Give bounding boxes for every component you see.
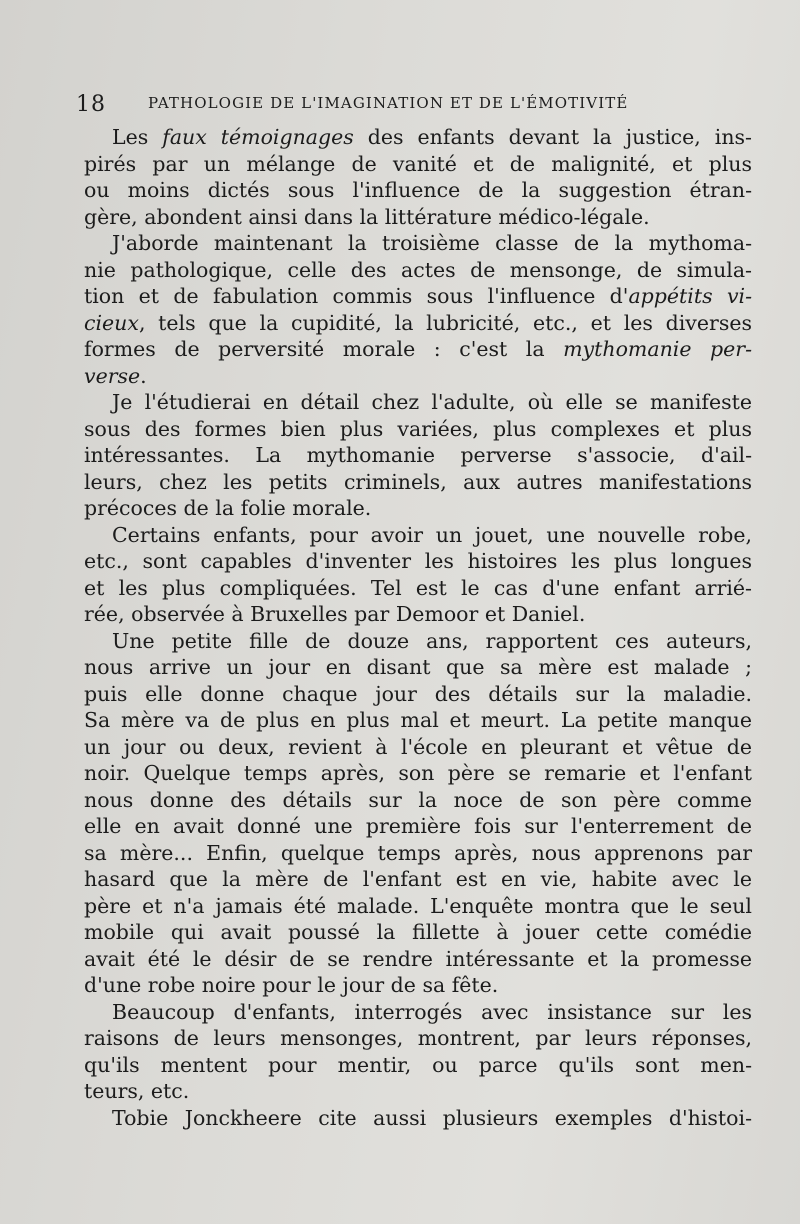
text-line (84, 336, 752, 363)
text-segment: raisons de leurs mensonges, montrent, par leurs réponses, (84, 1026, 752, 1050)
text-segment: Tobie Jonckheere cite aussi plusieurs exemples d'histoi- (112, 1105, 752, 1130)
text-line (84, 1105, 752, 1132)
text-line (84, 1052, 752, 1079)
text-line (84, 389, 752, 416)
text-line (84, 601, 752, 628)
italic-text: verse (84, 363, 141, 388)
text-segment: formes de perversité morale : c'est la (84, 337, 564, 361)
text-line (84, 257, 752, 284)
text-line (84, 575, 752, 602)
text-segment: et les plus compliquées. Tel est le cas d'une enfant arrié- (84, 575, 752, 600)
text-line (84, 946, 752, 973)
text-line (84, 734, 752, 761)
italic-text: mythomanie per- (563, 337, 752, 361)
text-line (84, 177, 752, 204)
text-line (84, 787, 752, 814)
text-segment: nous donne des détails sur la noce de son père comme (84, 787, 752, 812)
text-segment: Sa mère va de plus en plus mal et meurt. La petite manque (84, 708, 752, 732)
text-segment: pirés par un mélange de vanité et de malignité, et plus (84, 151, 752, 176)
text-segment: Beaucoup d'enfants, interrogés avec insistance sur les (112, 999, 752, 1024)
text-line (84, 893, 752, 920)
running-title: PATHOLOGIE DE L'IMAGINATION ET DE L'ÉMOTIVITÉ (148, 94, 629, 112)
text-segment: J'aborde maintenant la troisième classe de la mythoma- (112, 231, 752, 255)
paragraph (84, 230, 752, 389)
text-segment: nous arrive un jour en disant que sa mère est malade ; (84, 655, 752, 679)
text-line (84, 1025, 752, 1052)
text-line (84, 654, 752, 681)
text-segment: Une petite fille de douze ans, rapportent ces auteurs, (112, 628, 752, 653)
text-line (84, 416, 752, 443)
text-segment: rée, observée à Bruxelles par Demoor et Daniel. (84, 602, 586, 626)
text-segment: sa mère... Enfin, quelque temps après, nous apprenons par (84, 840, 752, 865)
text-segment: un jour ou deux, revient à l'école en pleurant et vêtue de (84, 734, 752, 759)
text-segment: mobile qui avait poussé la fillette à jouer cette comédie (84, 920, 752, 944)
paragraph (84, 628, 752, 999)
text-segment: etc., sont capables d'inventer les histoires les plus longues (84, 549, 752, 573)
italic-text: cieux (84, 310, 139, 335)
text-segment: Certains enfants, pour avoir un jouet, une nouvelle robe, (112, 522, 752, 547)
text-line (84, 628, 752, 655)
text-line (84, 548, 752, 575)
text-line (84, 813, 752, 840)
running-head (76, 88, 756, 122)
text-segment: père et n'a jamais été malade. L'enquête montra que le seul (84, 893, 752, 918)
text-segment: Les (112, 125, 163, 149)
text-segment: leurs, chez les petits criminels, aux autres manifestations (84, 469, 752, 494)
paragraph (84, 124, 752, 230)
text-segment: puis elle donne chaque jour des détails sur la maladie. (84, 681, 752, 706)
text-line (84, 230, 752, 257)
text-segment: . (140, 363, 147, 388)
text-segment: nie pathologique, celle des actes de mensonge, de simula- (84, 257, 752, 282)
text-line (84, 840, 752, 867)
text-line (84, 495, 752, 522)
text-line (84, 363, 752, 390)
text-line (84, 124, 752, 151)
text-line (84, 760, 752, 787)
text-segment: précoces de la folie morale. (84, 496, 372, 520)
text-segment: noir. Quelque temps après, son père se remarie et l'enfant (84, 761, 752, 785)
text-segment: sous des formes bien plus variées, plus complexes et plus (84, 416, 752, 441)
text-line (84, 283, 752, 310)
paragraph (84, 999, 752, 1105)
text-line (84, 469, 752, 496)
text-segment: gère, abondent ainsi dans la littérature médico-légale. (84, 204, 650, 229)
text-line (84, 442, 752, 469)
text-segment: qu'ils mentent pour mentir, ou parce qu'ils sont men- (84, 1052, 752, 1077)
text-line (84, 1078, 752, 1105)
text-line (84, 999, 752, 1026)
text-segment: intéressantes. La mythomanie perverse s'associe, d'ail- (84, 443, 752, 467)
text-line (84, 972, 752, 999)
text-line (84, 204, 752, 231)
text-line (84, 681, 752, 708)
text-segment: d'une robe noire pour le jour de sa fête. (84, 973, 499, 997)
italic-text: appétits vi- (628, 284, 753, 308)
paragraph (84, 389, 752, 522)
text-segment: hasard que la mère de l'enfant est en vie, habite avec le (84, 867, 752, 891)
text-line (84, 310, 752, 337)
text-segment: des enfants devant la justice, ins- (353, 125, 752, 149)
paragraph (84, 522, 752, 628)
page-number: 18 (76, 92, 106, 117)
italic-text: faux témoignages (162, 125, 354, 149)
text-segment: Je l'étudierai en détail chez l'adulte, où elle se manifeste (112, 390, 752, 414)
text-segment: elle en avait donné une première fois sur l'enterrement de (84, 814, 752, 838)
text-segment: teurs, etc. (84, 1079, 190, 1103)
text-segment: tion et de fabulation commis sous l'influence d' (84, 284, 629, 308)
text-segment: , tels que la cupidité, la lubricité, etc., et les diverses (138, 310, 752, 335)
text-segment: avait été le désir de se rendre intéressante et la promesse (84, 946, 752, 971)
text-body (84, 124, 752, 1131)
text-line (84, 866, 752, 893)
text-line (84, 522, 752, 549)
text-line (84, 151, 752, 178)
paragraph (84, 1105, 752, 1132)
text-segment: ou moins dictés sous l'influence de la suggestion étran- (84, 178, 752, 202)
text-line (84, 919, 752, 946)
text-line (84, 707, 752, 734)
